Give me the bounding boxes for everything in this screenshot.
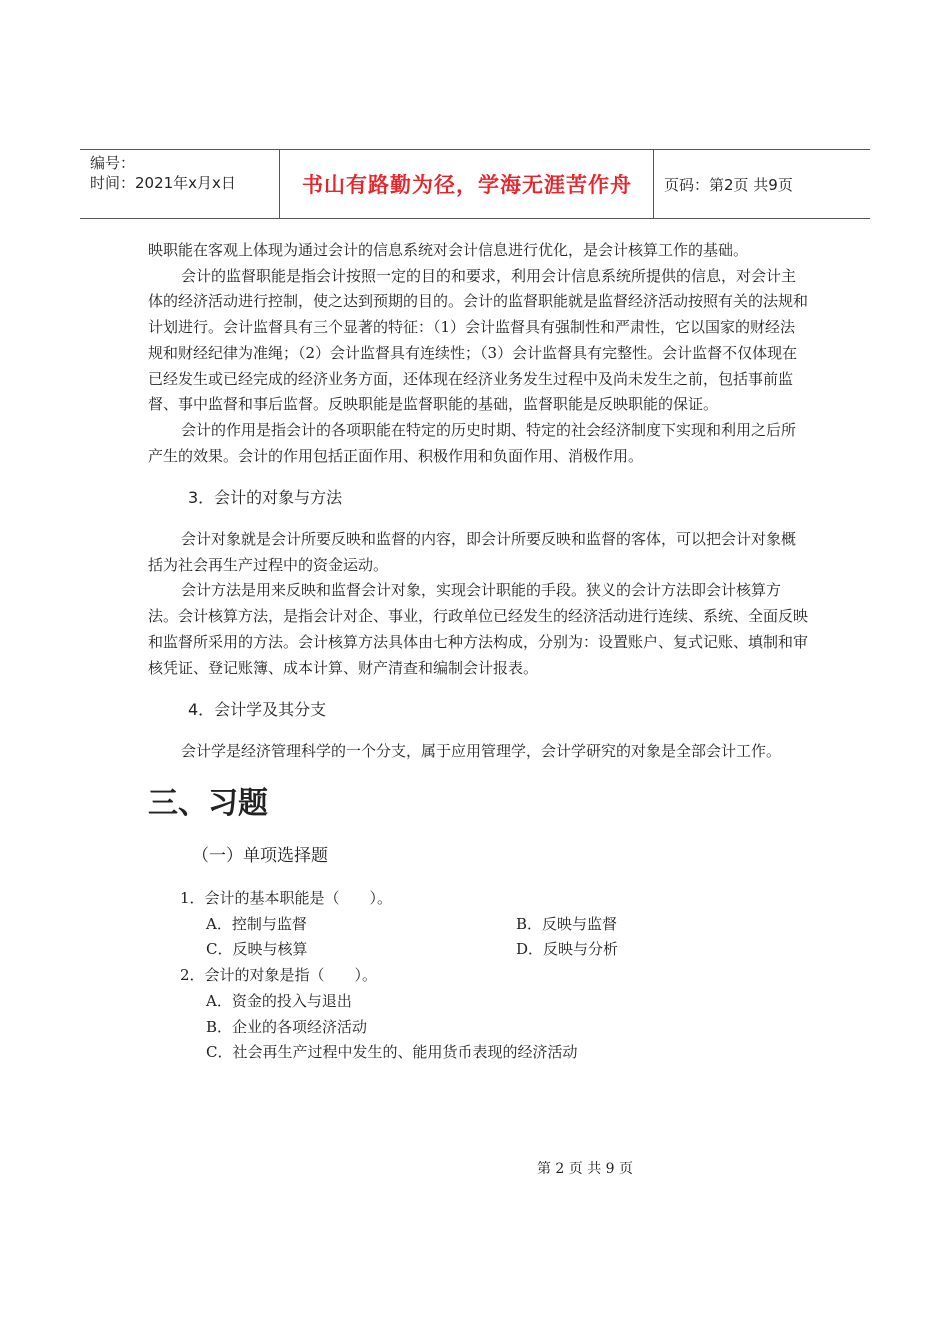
time-label: 时间：2021年x月x日: [90, 174, 236, 192]
question: 1．会计的基本职能是（ ）。: [180, 889, 393, 908]
paragraph: 映职能在客观上体现为通过会计的信息系统对会计信息进行优化，是会计核算工作的基础。: [148, 241, 749, 259]
option: A．资金的投入与退出: [206, 991, 352, 1010]
paragraph: 会计对象就是会计所要反映和监督的内容，即会计所要反映和监督的客体，可以把会计对象概括为社会再生产过程中的资金运动。: [148, 530, 797, 574]
header-meta: [80, 150, 280, 218]
option: B．企业的各项经济活动: [206, 1017, 368, 1036]
paragraph: 会计的作用是指会计的各项职能在特定的历史时期、特定的社会经济制度下实现和利用之后所产生的效果。会计的作用包括正面作用、积极作用和负面作用、消极作用。: [148, 420, 797, 465]
section-heading: 4．会计学及其分支: [188, 700, 327, 720]
question: 2．会计的对象是指（ ）。: [180, 966, 378, 985]
option: B．反映与监督: [516, 914, 618, 933]
option: C．社会再生产过程中发生的、能用货币表现的经济活动: [206, 1043, 578, 1062]
header-page-info: 页码：第2页 共9页: [664, 175, 793, 194]
paragraph: 会计方法是用来反映和监督会计对象，实现会计职能的手段。狭义的会计方法即会计核算方法。会计核算方法，是指会计对企、事业，行政单位已经发生的经济活动进行连续、系统、全面反映和监督所采用的方法。会计核算方法具体由七种方法构成，分别为：设置账户、复式记账、填制和审核凭证、登记账簿、成本计算、财产清查和编制会计报表。: [148, 581, 809, 677]
paragraph: 会计的监督职能是指会计按照一定的目的和要求，利用会计信息系统所提供的信息，对会计主体的经济活动进行控制，使之达到预期的目的。会计的监督职能就是监督经济活动按照有关的法规和计划进行。会计监督具有三个显著的特征：（1）会计监督具有强制性和严肃性，它以国家的财经法规和财经纪律为准绳；（2）会计监督具有连续性；（3）会计监督具有完整性。会计监督不仅体现在已经发生或已经完成的经济业务方面，还体现在经济业务发生过程中及尚未发生之前，包括事前监督、事中监督和事后监督。反映职能是监督职能的基础，监督职能是反映职能的保证。: [148, 266, 809, 414]
paragraph: 会计学是经济管理科学的一个分支，属于应用管理学，会计学研究的对象是全部会计工作。: [181, 741, 782, 760]
header-motto: 书山有路勤为径，学海无涯苦作舟: [281, 150, 654, 218]
exercise-title: 三、习题: [148, 785, 268, 821]
page-footer: 第 2 页 共 9 页: [536, 1161, 634, 1177]
option-row: [148, 912, 808, 938]
page-header: [80, 149, 870, 219]
section-heading: 3．会计的对象与方法: [188, 488, 343, 508]
exercise-subtitle: （一）单项选择题: [192, 846, 328, 867]
option-row: [148, 937, 808, 963]
option: C．反映与核算: [206, 940, 308, 959]
document-body: [148, 238, 808, 1066]
option: D．反映与分析: [516, 940, 619, 959]
option: A．控制与监督: [206, 914, 307, 933]
number-label: 编号：: [90, 154, 136, 172]
